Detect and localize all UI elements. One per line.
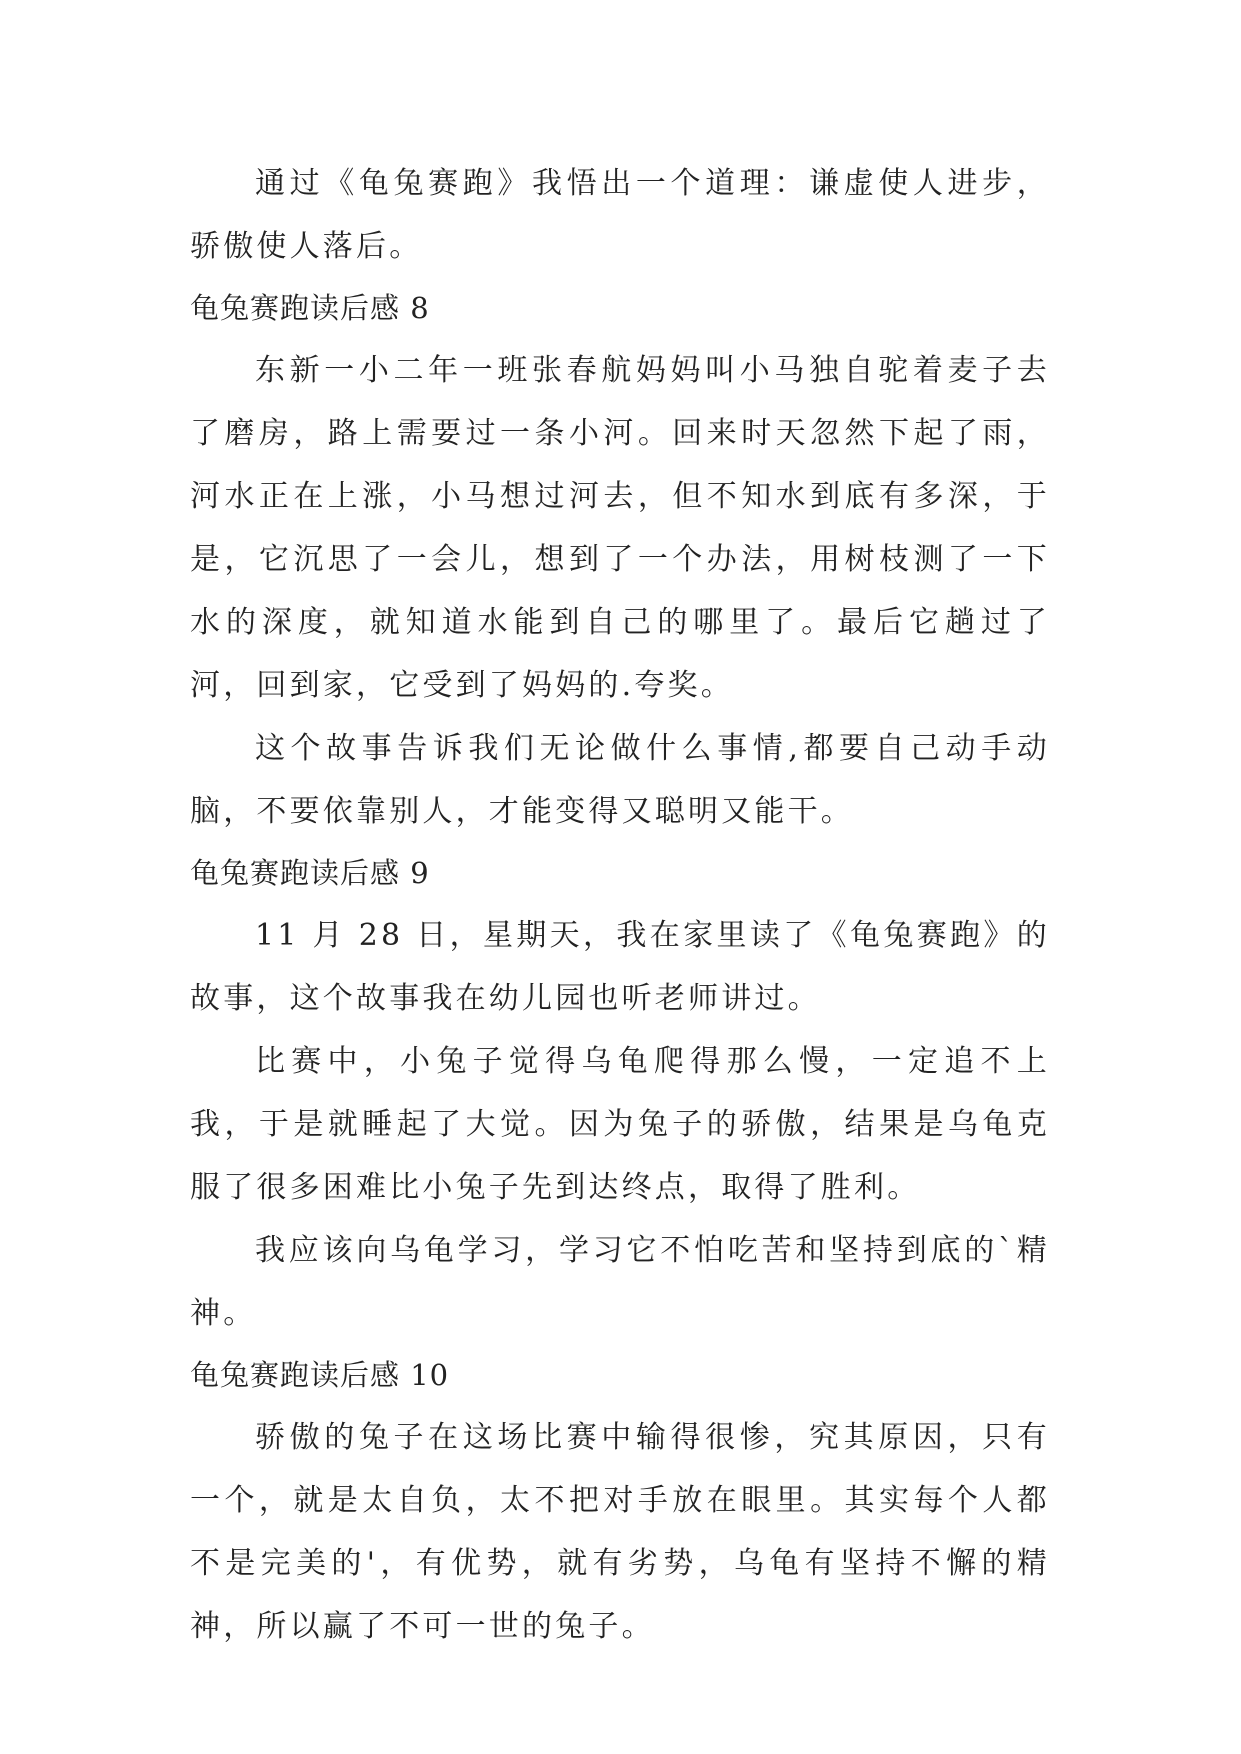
section-heading-10: 龟兔赛跑读后感 10 [190,1358,450,1392]
paragraph-learn-from-tortoise: 我应该向乌龟学习，学习它不怕吃苦和坚持到底的`精神。 [190,1233,1050,1331]
section-heading-8: 龟兔赛跑读后感 8 [190,291,430,325]
paragraph-pony-moral: 这个故事告诉我们无论做什么事情,都要自己动手动脑，不要依靠别人，才能变得又聪明又能干。 [190,731,1050,829]
section-heading-9: 龟兔赛跑读后感 9 [190,856,430,890]
paragraph-arrogant-rabbit: 骄傲的兔子在这场比赛中输得很惨，究其原因，只有一个，就是太自负，太不把对手放在眼里。其实每个人都不是完美的'，有优势，就有劣势，乌龟有坚持不懈的精神，所以赢了不可一世的兔子。 [190,1420,1050,1644]
paragraph-moral-humility: 通过《龟兔赛跑》我悟出一个道理：谦虚使人进步，骄傲使人落后。 [190,166,1050,264]
paragraph-pony-river-story: 东新一小二年一班张春航妈妈叫小马独自驼着麦子去了磨房，路上需要过一条小河。回来时天忽然下起了雨，河水正在上涨，小马想过河去，但不知水到底有多深，于是，它沉思了一会儿，想到了一个办法，用树枝测了一下水的深度，就知道水能到自己的哪里了。最后它趟过了河，回到家，它受到了妈妈的.夸奖。 [190,353,1050,703]
document-page [190,152,1050,1658]
paragraph-reading-date: 11 月 28 日，星期天，我在家里读了《龟兔赛跑》的故事，这个故事我在幼儿园也听老师讲过。 [190,918,1050,1016]
paragraph-race-story: 比赛中，小兔子觉得乌龟爬得那么慢，一定追不上我，于是就睡起了大觉。因为兔子的骄傲，结果是乌龟克服了很多困难比小兔子先到达终点，取得了胜利。 [190,1044,1050,1205]
